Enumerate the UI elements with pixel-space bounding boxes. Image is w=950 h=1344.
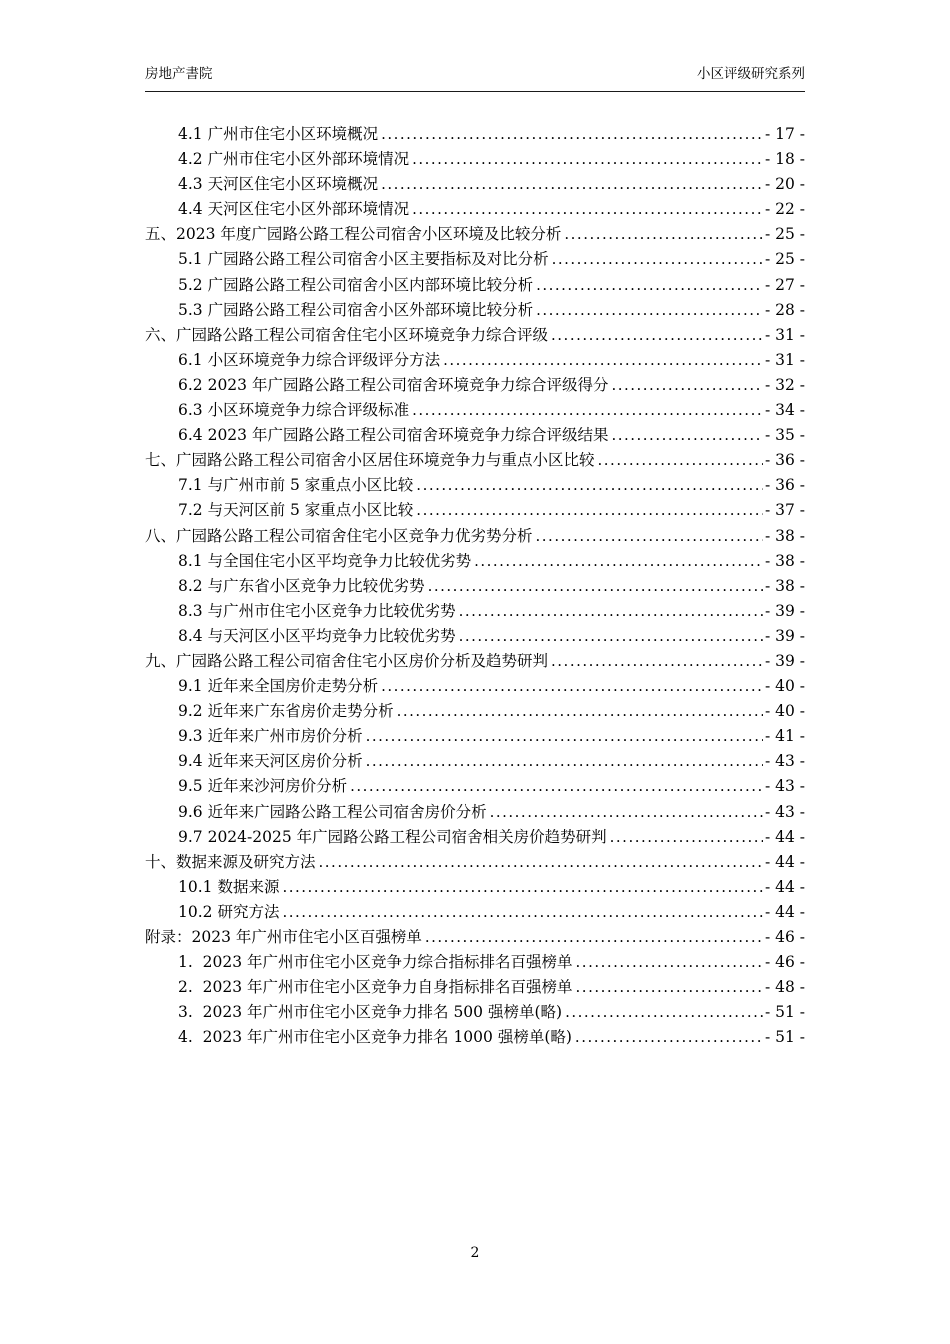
toc-entry-page: - 36 - <box>764 476 805 495</box>
toc-entry-label: 9.3 近年来广州市房价分析 <box>178 727 363 746</box>
toc-entry-label: 十、数据来源及研究方法 <box>145 852 316 871</box>
toc-entry <box>145 674 805 699</box>
toc-entry <box>145 247 805 272</box>
toc-entry-page: - 40 - <box>764 677 805 696</box>
toc-entry-label: 5.3 广园路公路工程公司宿舍小区外部环境比较分析 <box>178 300 534 319</box>
toc-entry-page: - 43 - <box>764 777 805 796</box>
toc-entry-label: 9.6 近年来广园路公路工程公司宿舍房价分析 <box>178 802 487 821</box>
toc-dot-leader <box>536 298 763 323</box>
toc-entry <box>145 172 805 197</box>
toc-entry-label: 六、广园路公路工程公司宿舍住宅小区环境竞争力综合评级 <box>145 325 549 344</box>
toc-dot-leader <box>366 749 763 774</box>
toc-entry <box>145 348 805 373</box>
toc-entry-page: - 39 - <box>764 601 805 620</box>
toc-entry-label: 九、广园路公路工程公司宿舍住宅小区房价分析及趋势研判 <box>145 651 549 670</box>
toc-entry-page: - 27 - <box>764 275 805 294</box>
toc-entry-page: - 28 - <box>764 300 805 319</box>
toc-entry-label: 9.7 2024-2025 年广园路公路工程公司宿舍相关房价趋势研判 <box>178 827 607 846</box>
toc-entry-label: 4.3 天河区住宅小区环境概况 <box>178 175 379 194</box>
toc-entry-label: 2. 2023 年广州市住宅小区竞争力自身指标排名百强榜单 <box>178 978 573 997</box>
toc-entry-page: - 43 - <box>764 802 805 821</box>
header-left-text: 房地产書院 <box>145 66 213 82</box>
toc-dot-leader <box>425 925 763 950</box>
toc-dot-leader <box>474 549 763 574</box>
toc-entry-label: 4.2 广州市住宅小区外部环境情况 <box>178 150 410 169</box>
toc-entry-page: - 22 - <box>764 200 805 219</box>
toc-entry-page: - 46 - <box>764 953 805 972</box>
toc-dot-leader <box>565 1000 763 1025</box>
toc-dot-leader <box>536 273 763 298</box>
toc-entry-page: - 44 - <box>764 827 805 846</box>
toc-entry-label: 10.1 数据来源 <box>178 877 280 896</box>
toc-dot-leader <box>552 247 763 272</box>
toc-dot-leader <box>381 122 763 147</box>
toc-dot-leader <box>381 674 763 699</box>
page-header <box>145 64 805 84</box>
toc-entry <box>145 549 805 574</box>
toc-entry <box>145 599 805 624</box>
toc-entry <box>145 323 805 348</box>
toc-dot-leader <box>443 348 763 373</box>
toc-entry-page: - 35 - <box>764 426 805 445</box>
toc-entry <box>145 524 805 549</box>
toc-dot-leader <box>366 724 763 749</box>
toc-entry-page: - 34 - <box>764 401 805 420</box>
toc-dot-leader <box>282 875 762 900</box>
toc-entry-label: 五、2023 年度广园路公路工程公司宿舍小区环境及比较分析 <box>145 225 562 244</box>
toc-entry-label: 3. 2023 年广州市住宅小区竞争力排名 500 强榜单(略) <box>178 1003 563 1022</box>
toc-entry-page: - 37 - <box>764 501 805 520</box>
toc-entry-page: - 39 - <box>764 651 805 670</box>
toc-entry-page: - 38 - <box>764 576 805 595</box>
toc-dot-leader <box>551 323 763 348</box>
toc-entry-page: - 44 - <box>764 852 805 871</box>
toc-entry-label: 4.1 广州市住宅小区环境概况 <box>178 125 379 143</box>
toc-entry <box>145 373 805 398</box>
toc-entry <box>145 774 805 799</box>
toc-entry-page: - 51 - <box>764 1028 805 1047</box>
toc-dot-leader <box>576 975 763 1000</box>
toc-entry <box>145 649 805 674</box>
toc-entry-label: 七、广园路公路工程公司宿舍小区居住环境竞争力与重点小区比较 <box>145 451 595 470</box>
toc-entry-label: 6.2 2023 年广园路公路工程公司宿舍环境竞争力综合评级得分 <box>178 375 609 394</box>
toc-entry-page: - 41 - <box>764 727 805 746</box>
toc-dot-leader <box>397 699 763 724</box>
toc-entry-label: 8.4 与天河区小区平均竞争力比较优劣势 <box>178 626 456 645</box>
toc-entry-page: - 40 - <box>764 702 805 721</box>
toc-entry-label: 1. 2023 年广州市住宅小区竞争力综合指标排名百强榜单 <box>178 953 573 972</box>
toc-dot-leader <box>412 147 763 172</box>
toc-entry-label: 6.1 小区环境竞争力综合评级评分方法 <box>178 350 441 369</box>
toc-dot-leader <box>459 599 763 624</box>
toc-entry <box>145 574 805 599</box>
toc-dot-leader <box>490 800 763 825</box>
toc-entry-label: 5.2 广园路公路工程公司宿舍小区内部环境比较分析 <box>178 275 534 294</box>
toc-entry-label: 7.1 与广州市前 5 家重点小区比较 <box>178 476 414 495</box>
toc-entry-page: - 43 - <box>764 752 805 771</box>
toc-entry <box>145 273 805 298</box>
toc-entry-page: - 38 - <box>764 551 805 570</box>
toc-entry-label: 8.3 与广州市住宅小区竞争力比较优劣势 <box>178 601 456 620</box>
toc-entry <box>145 875 805 900</box>
toc-dot-leader <box>350 774 763 799</box>
toc-dot-leader <box>611 423 762 448</box>
toc-entry-page: - 44 - <box>764 902 805 921</box>
toc-entry <box>145 1025 805 1050</box>
toc-entry-label: 6.4 2023 年广园路公路工程公司宿舍环境竞争力综合评级结果 <box>178 426 609 445</box>
page-footer <box>0 1244 950 1262</box>
toc-entry <box>145 498 805 523</box>
toc-dot-leader <box>551 649 763 674</box>
toc-entry-label: 6.3 小区环境竞争力综合评级标准 <box>178 401 410 420</box>
toc-entry <box>145 122 805 147</box>
header-divider <box>145 91 805 92</box>
toc-dot-leader <box>536 524 763 549</box>
toc-entry-page: - 38 - <box>764 526 805 545</box>
toc-entry-page: - 25 - <box>764 225 805 244</box>
toc-entry <box>145 473 805 498</box>
toc-dot-leader <box>428 574 763 599</box>
toc-entry-label: 9.4 近年来天河区房价分析 <box>178 752 363 771</box>
toc-entry-page: - 31 - <box>764 325 805 344</box>
toc-entry-label: 8.1 与全国住宅小区平均竞争力比较优劣势 <box>178 551 472 570</box>
toc-dot-leader <box>416 498 763 523</box>
toc-dot-leader <box>282 900 762 925</box>
toc-entry <box>145 950 805 975</box>
toc-dot-leader <box>459 624 763 649</box>
toc-entry-page: - 17 - <box>764 125 805 143</box>
toc-entry <box>145 624 805 649</box>
toc-entry-page: - 48 - <box>764 978 805 997</box>
toc-dot-leader <box>575 1025 763 1050</box>
toc-entry <box>145 197 805 222</box>
toc-entry-label: 5.1 广园路公路工程公司宿舍小区主要指标及对比分析 <box>178 250 549 269</box>
toc-entry <box>145 222 805 247</box>
toc-entry-page: - 46 - <box>764 928 805 946</box>
toc-entry-page: - 39 - <box>764 626 805 645</box>
toc-entry-page: - 32 - <box>764 375 805 394</box>
toc-dot-leader <box>576 950 763 975</box>
toc-entry <box>145 800 805 825</box>
toc-entry-label: 8.2 与广东省小区竞争力比较优劣势 <box>178 576 425 595</box>
toc-entry <box>145 825 805 850</box>
toc-dot-leader <box>416 473 763 498</box>
toc-entry <box>145 724 805 749</box>
toc-entry <box>145 749 805 774</box>
toc-entry <box>145 448 805 473</box>
toc-entry-page: - 20 - <box>764 175 805 194</box>
toc-dot-leader <box>610 825 763 850</box>
toc-entry-label: 八、广园路公路工程公司宿舍住宅小区竞争力优劣势分析 <box>145 526 533 545</box>
toc-dot-leader <box>598 448 763 473</box>
toc-entry <box>145 900 805 925</box>
toc-entry-label: 4.4 天河区住宅小区外部环境情况 <box>178 200 410 219</box>
toc-entry <box>145 1000 805 1025</box>
toc-entry <box>145 699 805 724</box>
toc-entry <box>145 975 805 1000</box>
toc-entry-label: 9.1 近年来全国房价走势分析 <box>178 677 379 696</box>
toc-dot-leader <box>381 172 763 197</box>
footer-page-number: 2 <box>470 1245 480 1261</box>
toc-entry <box>145 398 805 423</box>
toc-entry-page: - 31 - <box>764 350 805 369</box>
toc-entry <box>145 147 805 172</box>
toc-entry <box>145 850 805 875</box>
toc-entry <box>145 423 805 448</box>
toc-entry-label: 7.2 与天河区前 5 家重点小区比较 <box>178 501 414 520</box>
toc-entry-label: 10.2 研究方法 <box>178 902 280 921</box>
toc-dot-leader <box>412 197 763 222</box>
toc-dot-leader <box>412 398 763 423</box>
toc-entry-page: - 18 - <box>764 150 805 169</box>
toc-entry-label: 9.5 近年来沙河房价分析 <box>178 777 348 796</box>
toc-entry <box>145 298 805 323</box>
toc-entry-page: - 51 - <box>764 1003 805 1022</box>
toc-dot-leader <box>611 373 762 398</box>
toc-entry <box>145 925 805 950</box>
toc-entry-page: - 36 - <box>764 451 805 470</box>
toc-dot-leader <box>564 222 763 247</box>
toc-entry-label: 4. 2023 年广州市住宅小区竞争力排名 1000 强榜单(略) <box>178 1028 572 1047</box>
toc-dot-leader <box>319 850 763 875</box>
toc-entry-page: - 44 - <box>764 877 805 896</box>
toc-entry-label: 9.2 近年来广东省房价走势分析 <box>178 702 394 721</box>
toc-entry-label: 附录：2023 年广州市住宅小区百强榜单 <box>145 928 422 946</box>
header-right-text: 小区评级研究系列 <box>697 66 805 82</box>
toc-list <box>145 122 805 1050</box>
toc-entry-page: - 25 - <box>764 250 805 269</box>
